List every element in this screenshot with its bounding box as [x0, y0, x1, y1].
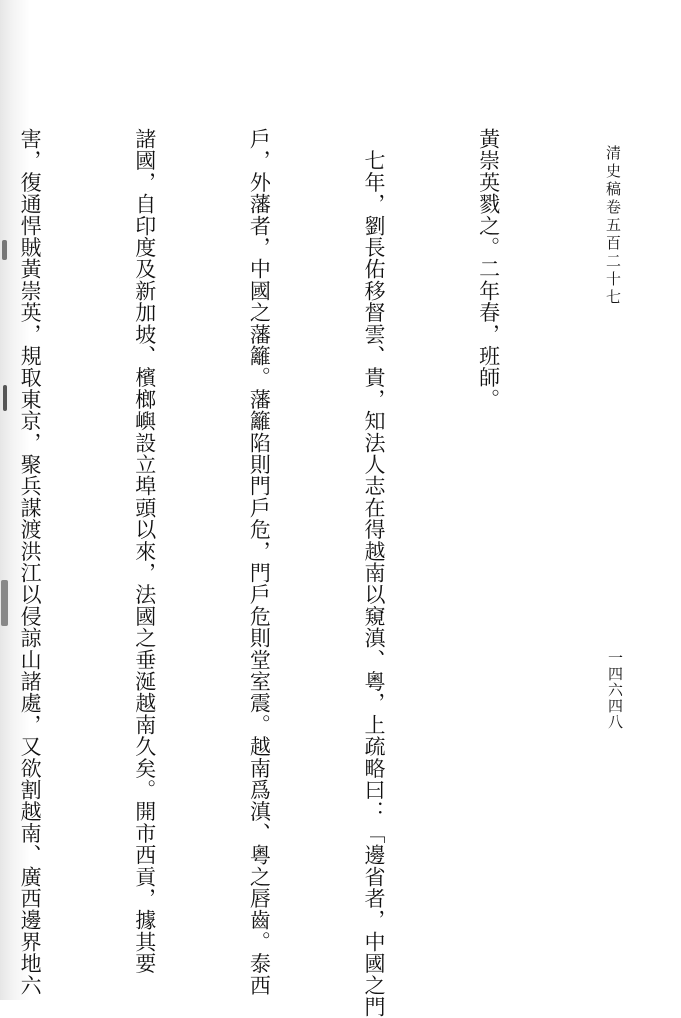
text-column: 黃崇英戮之。二年春，班師。	[476, 128, 501, 411]
page-number: 一四六四八	[606, 650, 624, 730]
text-column: 七年，劉長佑移督雲、貴，知法人志在得越南以窺滇、粵，上疏略曰：「邊省者，中國之門	[361, 128, 386, 1018]
text-column: 戶，外藩者，中國之藩籬。藩籬陷則門戶危，門戶危則堂室震。越南爲滇、粵之唇齒。泰西	[247, 128, 272, 996]
main-text	[18, 128, 584, 1018]
running-header: 清史稿卷五百二十七	[604, 145, 622, 307]
text-column: 害，復通悍賊黃崇英，規取東京，聚兵謀渡洪江以侵諒山諸處，又欲割越南、廣西邊界地六	[18, 128, 43, 996]
text-column: 諸國，自印度及新加坡、檳榔嶼設立埠頭以來，法國之垂涎越南久矣。開市西貢，據其要	[132, 128, 157, 975]
